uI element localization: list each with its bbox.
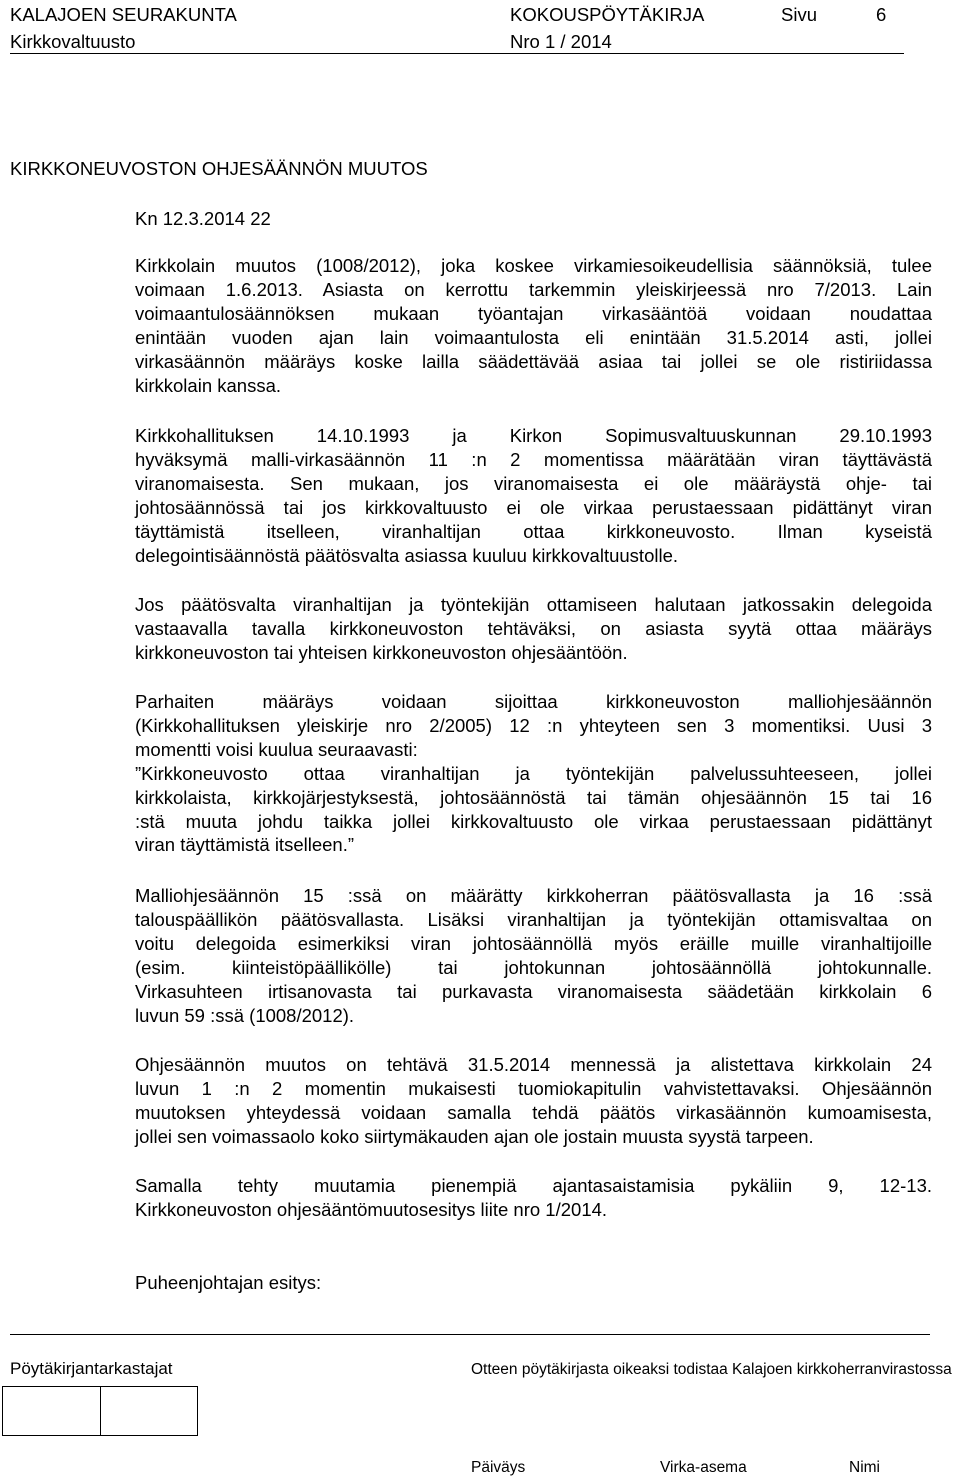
- reviewers-label: Pöytäkirjantarkastajat: [10, 1359, 173, 1378]
- meeting-number: Nro 1 / 2014: [510, 31, 612, 52]
- date-label: Päiväys: [471, 1459, 526, 1476]
- position-label: Virka-asema: [660, 1459, 747, 1476]
- text-line: luvun 1 :n 2 momentin mukaisesti tuomiokapitulin vahvistettavaksi. Ohjesäännön: [135, 1077, 932, 1099]
- footer-divider: [10, 1334, 930, 1335]
- organization-name: KALAJOEN SEURAKUNTA: [10, 4, 237, 25]
- section-title: KIRKKONEUVOSTON OHJESÄÄNNÖN MUUTOS: [10, 158, 428, 179]
- text-line: Malliohjesäännön 15 :ssä on määrätty kirkkoherran päätösvallasta ja 16 :ssä: [135, 885, 932, 906]
- text-line: kirkkolaista, kirkkojärjestyksestä, johtosäännöstä tai tämän ohjesäännön 15 tai 16: [135, 786, 932, 808]
- text-line: jollei sen voimassaolo koko siirtymäkauden ajan ole jostain muusta syystä tarpeen.: [135, 1125, 814, 1147]
- document-type: KOKOUSPÖYTÄKIRJA: [510, 4, 705, 25]
- text-line: kirkkoneuvoston tai yhteisen kirkkoneuvoston ohjesääntöön.: [135, 641, 628, 663]
- paragraph-law-change: [135, 254, 932, 397]
- page-number: 6: [876, 4, 887, 25]
- text-line: Samalla tehty muutamia pienempiä ajantasaistamisia pykäliin 9, 12-13.: [135, 1175, 932, 1196]
- text-line: (esim. kiinteistöpäällikölle) tai johtokunnan johtosäännöllä johtokunnalle.: [135, 956, 932, 978]
- paragraph-deadline: [135, 1053, 932, 1149]
- chair-proposal-label: Puheenjohtajan esitys:: [135, 1272, 322, 1293]
- text-line: Kirkkohallituksen 14.10.1993 ja Kirkon Sopimusvaltuuskunnan 29.10.1993: [135, 425, 932, 446]
- text-line: täyttämistä itselleen, viranhaltijan ottaa kirkkoneuvosto. Ilman kyseistä: [135, 520, 932, 542]
- text-line: voitu delegoida esimerkiksi viran johtosäännöllä myös eräille muille viranhaltijoille: [135, 932, 932, 954]
- text-line: Jos päätösvalta viranhaltijan ja työntekijän ottamiseen halutaan jatkossakin delegoida: [135, 594, 932, 615]
- text-line: Kirkkoneuvoston ohjesääntömuutosesitys liite nro 1/2014.: [135, 1198, 608, 1220]
- paragraph-amendments: [135, 1174, 932, 1222]
- certification-label: Otteen pöytäkirjasta oikeaksi todistaa Kalajoen kirkkoherranvirastossa: [471, 1361, 952, 1378]
- text-line: (Kirkkohallituksen yleiskirje nro 2/2005) 12 :n yhteyteen sen 3 momentiksi. Uusi 3: [135, 714, 932, 736]
- text-line: luvun 59 :ssä (1008/2012).: [135, 1004, 355, 1026]
- text-line: vastaavalla tavalla kirkkoneuvoston tehtäväksi, on asiasta syytä ottaa määräys: [135, 617, 932, 639]
- text-line: kirkkolain kanssa.: [135, 374, 282, 396]
- text-line: johtosäännössä tai jos kirkkovaltuusto ei ole virkaa perustaessaan pidättänyt viran: [135, 496, 932, 518]
- header-divider: [10, 53, 904, 54]
- paragraph-proposal: [135, 690, 932, 857]
- text-line: delegointisäännöstä päätösvalta asiassa kuuluu kirkkovaltuustolle.: [135, 544, 679, 566]
- body-name: Kirkkovaltuusto: [10, 31, 136, 52]
- text-line: Ohjesäännön muutos on tehtävä 31.5.2014 mennessä ja alistettava kirkkolain 24: [135, 1054, 932, 1075]
- reviewer-signature-box-1[interactable]: [2, 1386, 101, 1436]
- text-line: viran täyttämistä itselleen.”: [135, 834, 355, 856]
- paragraph-decision-power: [135, 884, 932, 1027]
- text-line: talouspäällikön päätösvallasta. Lisäksi viranhaltijan ja työntekijän ottamisvaltaa on: [135, 908, 932, 930]
- reviewer-signature-box-2[interactable]: [100, 1386, 198, 1436]
- text-line: enintään vuoden ajan lain voimaantulosta eli enintään 31.5.2014 asti, jollei: [135, 326, 932, 348]
- name-label: Nimi: [849, 1459, 880, 1476]
- text-line: momentti voisi kuulua seuraavasti:: [135, 738, 418, 760]
- text-line: voimaan 1.6.2013. Asiasta on kerrottu tarkemmin yleiskirjeessä nro 7/2013. Lain: [135, 278, 932, 300]
- text-line: ”Kirkkoneuvosto ottaa viranhaltijan ja työntekijän palvelussuhteeseen, jollei: [135, 762, 932, 784]
- text-line: Parhaiten määräys voidaan sijoittaa kirkkoneuvoston malliohjesäännön: [135, 691, 932, 712]
- page-label: Sivu: [781, 4, 817, 25]
- section-reference: Kn 12.3.2014 22: [135, 208, 271, 229]
- text-line: virkasäännön määräys koske lailla säädettävää asiaa tai jollei se ole ristiriidassa: [135, 350, 932, 372]
- paragraph-delegation: [135, 593, 932, 665]
- paragraph-model-regulation: [135, 424, 932, 567]
- text-line: :stä muuta johdu taikka jollei kirkkovaltuusto ole virkaa perustaessaan pidättänyt: [135, 810, 932, 832]
- text-line: viranomaisesta. Sen mukaan, jos viranomaisesta ei ole määräystä ohje- tai: [135, 472, 932, 494]
- text-line: Virkasuhteen irtisanovasta tai purkavasta viranomaisesta säädetään kirkkolain 6: [135, 980, 932, 1002]
- text-line: Kirkkolain muutos (1008/2012), joka koskee virkamiesoikeudellisia säännöksiä, tulee: [135, 255, 932, 276]
- text-line: voimaantulosäännöksen mukaan työantajan virkasääntöä voidaan noudattaa: [135, 302, 932, 324]
- text-line: muutoksen yhteydessä voidaan samalla tehdä päätös virkasäännön kumoamisesta,: [135, 1101, 932, 1123]
- text-line: hyväksymä malli-virkasäännön 11 :n 2 momentissa määrätään viran täyttävästä: [135, 448, 932, 470]
